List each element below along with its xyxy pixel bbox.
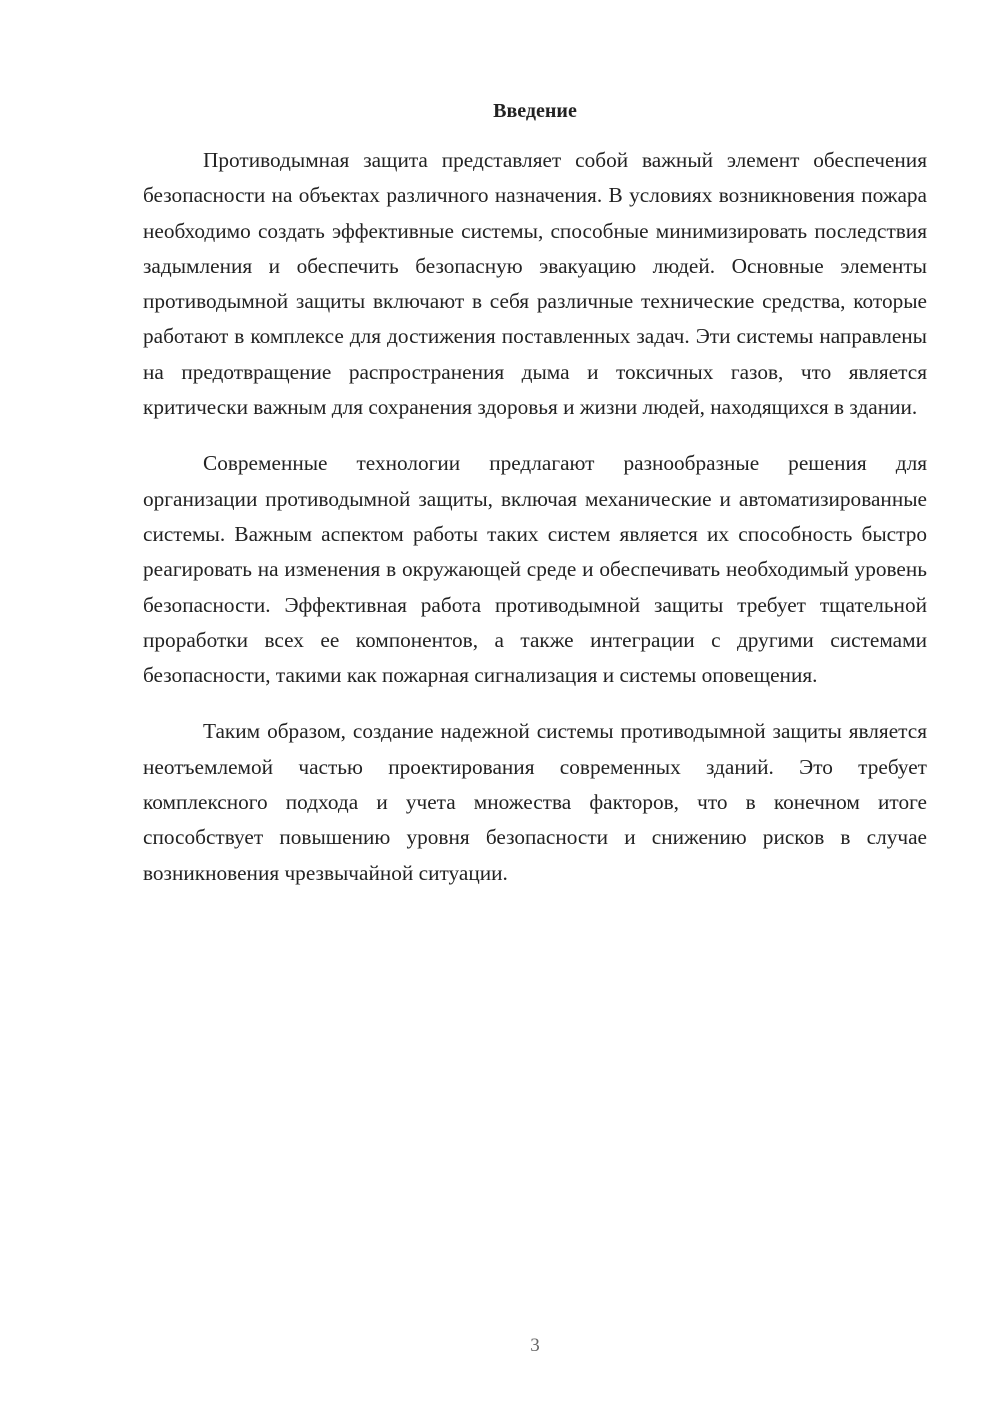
paragraph-3: Таким образом, создание надежной системы противодымной защиты является неотъемлемой частью проектирования современных зданий. Это требует комплексного подхода и учета множества факторов, что в конечном итоге способствует повышению уровня безопасности и снижению рисков в случае возникновения чрезвычайной ситуации.	[143, 719, 927, 885]
paragraph-1: Противодымная защита представляет собой важный элемент обеспечения безопасности на объектах различного назначения. В условиях возникновения пожара необходимо создать эффективные системы, способные минимизировать последствия задымления и обеспечить безопасную эвакуацию людей. Основные элементы противодымной защиты включают в себя различные технические средства, которые работают в комплексе для достижения поставленных задач. Эти системы направлены на предотвращение распространения дыма и токсичных газов, что является критически важным для сохранения здоровья и жизни людей, находящихся в здании.	[143, 148, 927, 420]
body-text	[143, 143, 927, 912]
page-number: 3	[530, 1335, 540, 1356]
paragraph-2: Современные технологии предлагают разнообразные решения для организации противодымной защиты, включая механические и автоматизированные системы. Важным аспектом работы таких систем является их способность быстро реагировать на изменения в окружающей среде и обеспечивать необходимый уровень безопасности. Эффективная работа противодымной защиты требует тщательной проработки всех ее компонентов, а также интеграции с другими системами безопасности, такими как пожарная сигнализация и системы оповещения.	[143, 451, 927, 688]
section-title: Введение	[493, 100, 577, 122]
